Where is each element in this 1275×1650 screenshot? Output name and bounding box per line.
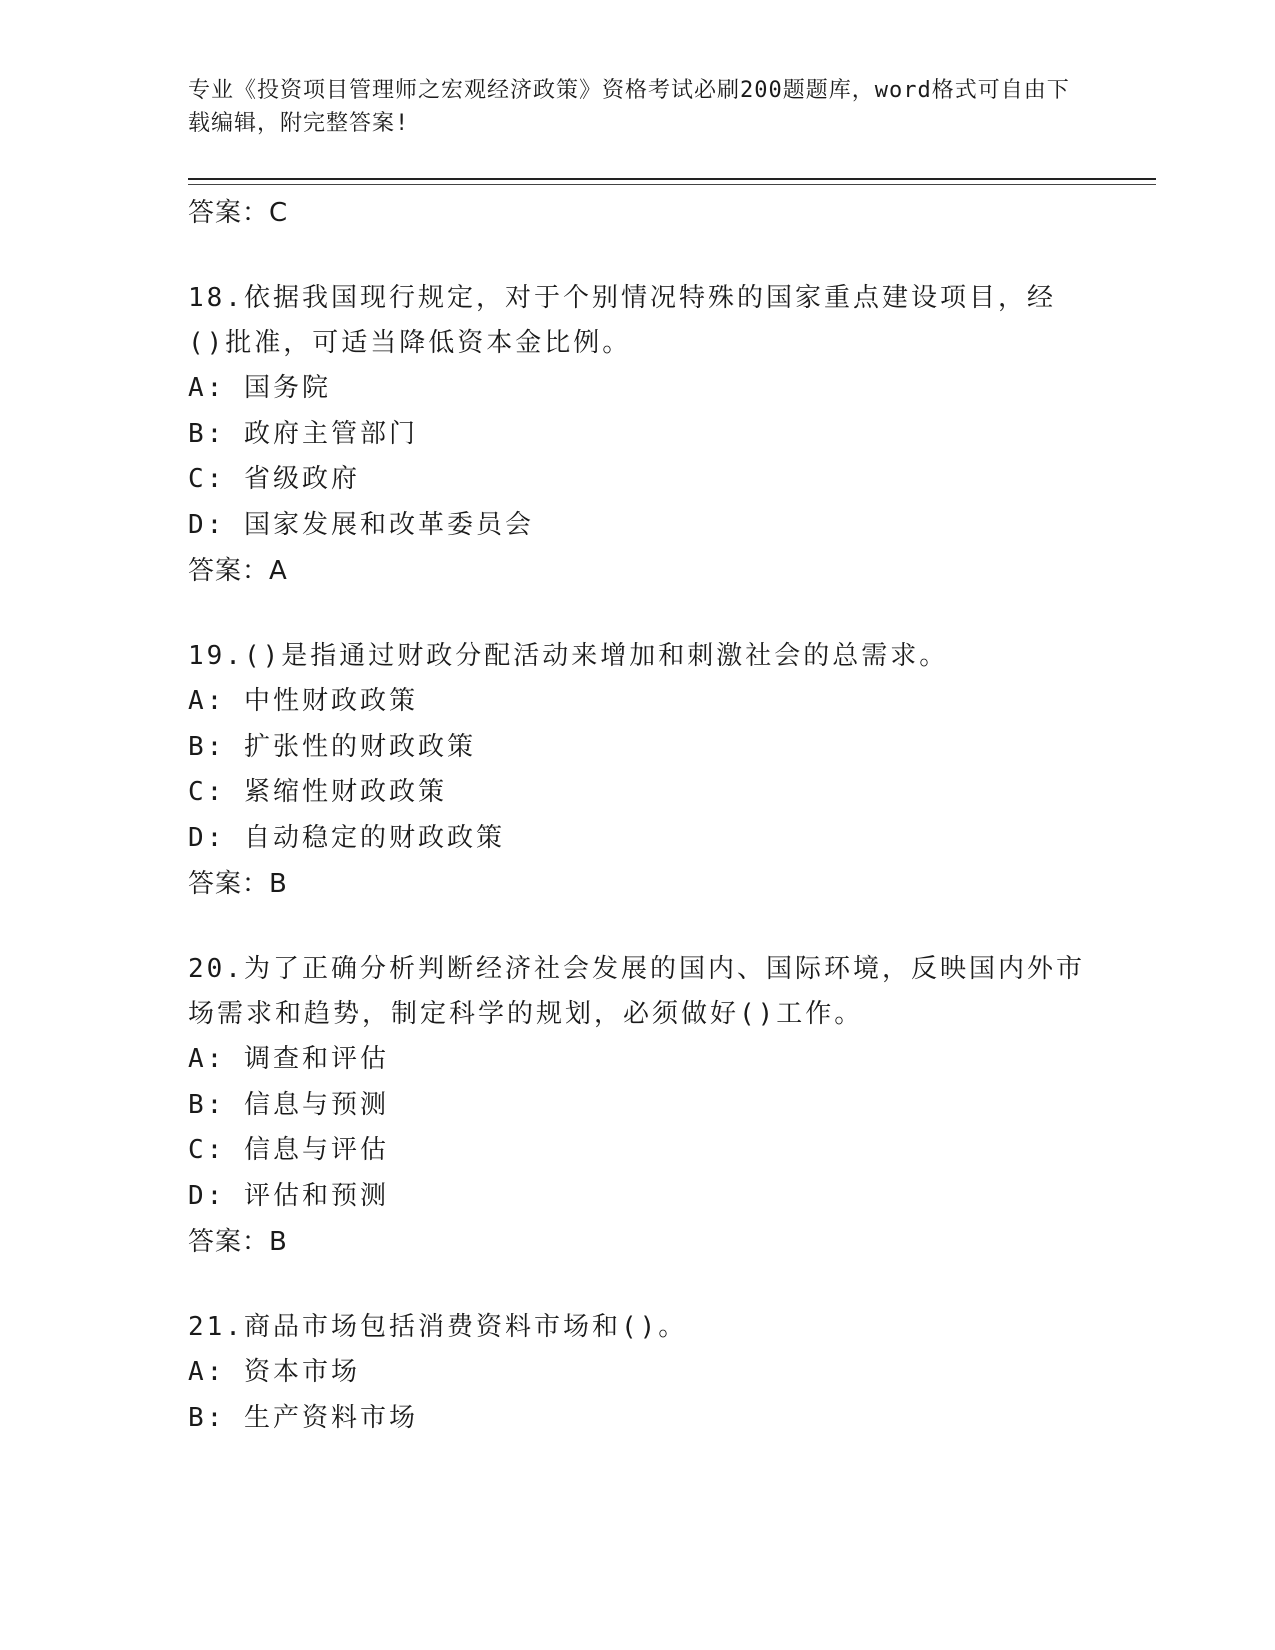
option-d: D: 自动稳定的财政政策	[188, 822, 505, 853]
option-a: A: 资本市场	[188, 1357, 360, 1387]
option-d: D: 评估和预测	[188, 1180, 389, 1211]
question-text: 19.()是指通过财政分配活动来增加和刺激社会的总需求。	[188, 641, 949, 671]
option-a: A: 中性财政政策	[188, 686, 418, 716]
answer-line: 答案：A	[188, 556, 288, 586]
option-c: C: 紧缩性财政政策	[188, 777, 447, 807]
option-c: C: 信息与评估	[188, 1135, 389, 1165]
option-a: A: 国务院	[188, 373, 331, 403]
question-text: 20.为了正确分析判断经济社会发展的国内、国际环境，反映国内外市场需求和趋势，制定科学的规划，必须做好()工作。	[188, 954, 1085, 1029]
option-a: A: 调查和评估	[188, 1044, 389, 1074]
option-b: B: 信息与预测	[188, 1089, 389, 1120]
answer-line: 答案：C	[188, 198, 289, 228]
option-b: B: 扩张性的财政政策	[188, 731, 476, 762]
question-block	[188, 1305, 1088, 1441]
answer-line: 答案：B	[188, 869, 288, 899]
header-divider-thick	[188, 178, 1156, 180]
question-list	[188, 190, 1088, 1441]
question-block	[188, 634, 1088, 907]
page-header: 专业《投资项目管理师之宏观经济政策》资格考试必刷200题题库，word格式可自由下载编辑，附完整答案!	[188, 78, 1070, 136]
option-c: C: 省级政府	[188, 464, 360, 494]
header-divider-thin	[188, 184, 1156, 185]
question-text: 21.商品市场包括消费资料市场和()。	[188, 1312, 688, 1342]
question-block	[188, 947, 1088, 1265]
option-b: B: 政府主管部门	[188, 418, 418, 449]
answer-line: 答案：B	[188, 1227, 288, 1257]
option-b: B: 生产资料市场	[188, 1402, 418, 1433]
question-block	[188, 276, 1088, 594]
option-d: D: 国家发展和改革委员会	[188, 509, 534, 540]
question-text: 18.依据我国现行规定，对于个别情况特殊的国家重点建设项目，经()批准，可适当降低资本金比例。	[188, 283, 1056, 358]
